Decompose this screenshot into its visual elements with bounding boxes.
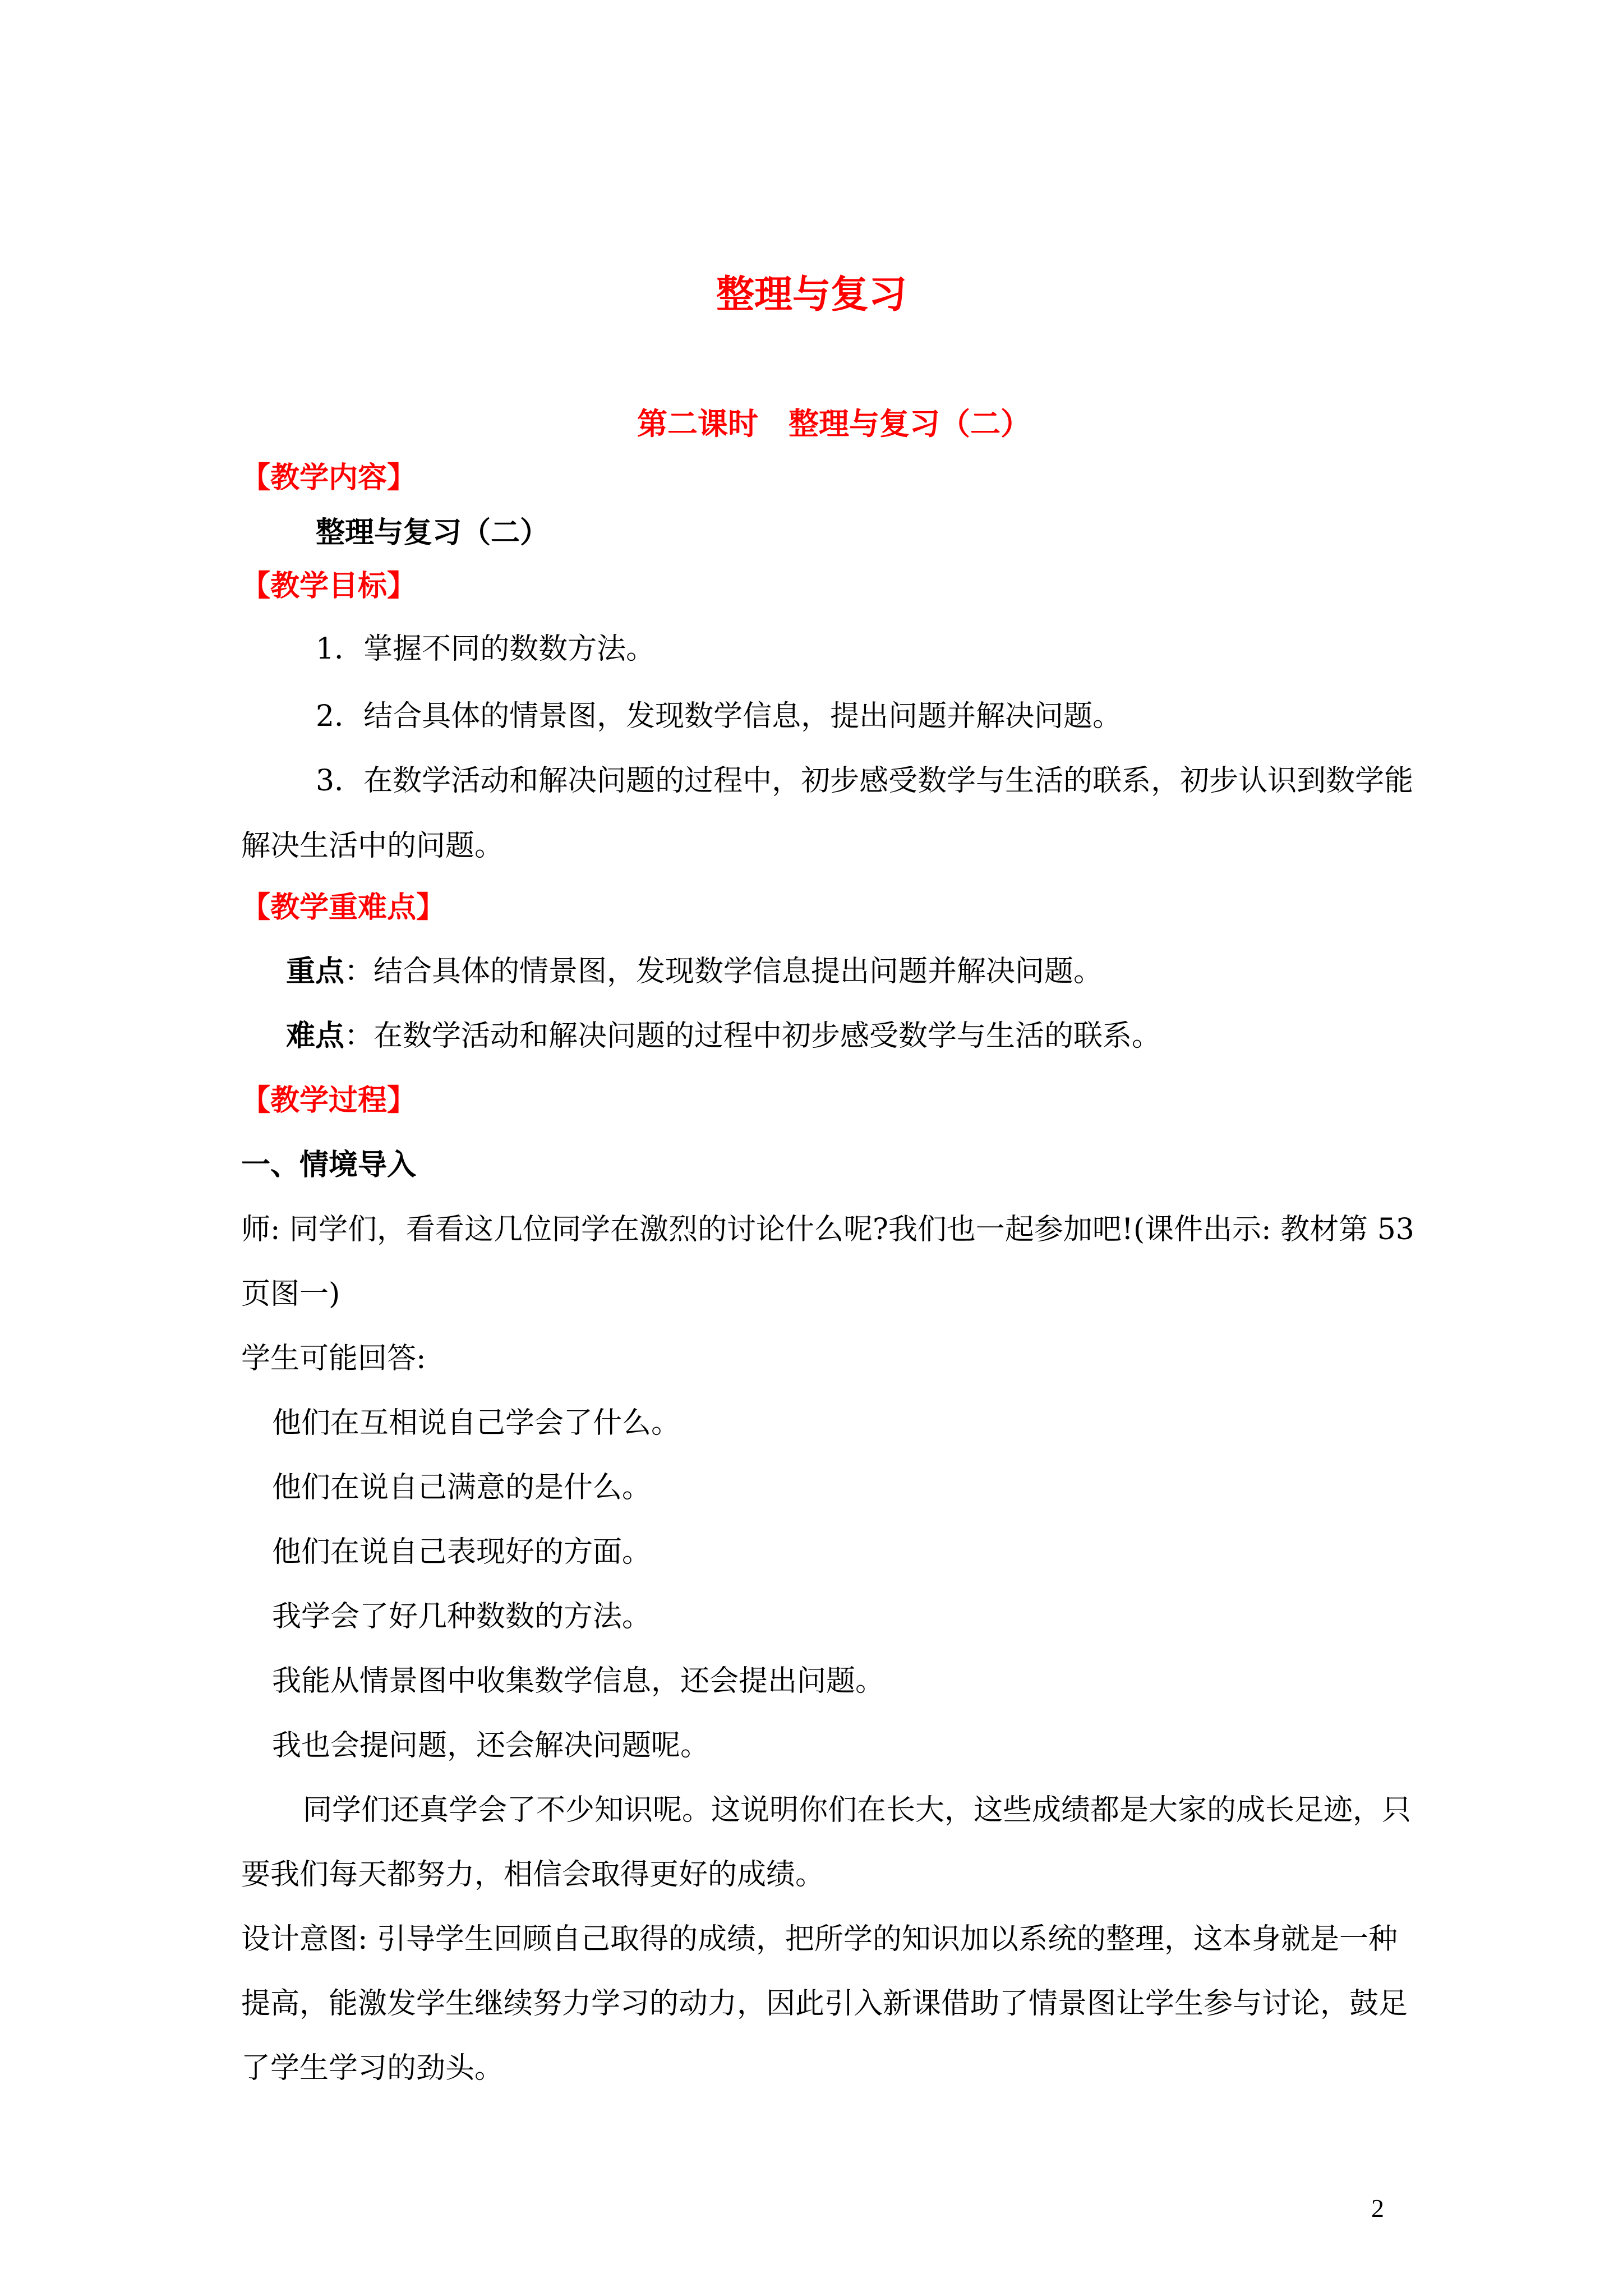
teacher-line-1: 师: 同学们，看看这几位同学在激烈的讨论什么呢?我们也一起参加吧!(课件出示: 教材第 53	[241, 1213, 1414, 1246]
document-title: 整理与复习	[716, 272, 907, 317]
design-intent-line-1: 设计意图: 引导学生回顾自己取得的成绩，把所学的知识加以系统的整理，这本身就是一种	[241, 1922, 1398, 1956]
answer-item: 我能从情景图中收集数学信息，还会提出问题。	[272, 1664, 885, 1698]
difficult-point-text: ：在数学活动和解决问题的过程中初步感受数学与生活的联系。	[344, 1019, 1161, 1053]
teacher-line-2: 页图一)	[241, 1277, 340, 1311]
answer-item: 我学会了好几种数数的方法。	[272, 1600, 652, 1634]
goal-item-3-line-2: 解决生活中的问题。	[241, 829, 504, 863]
content-text: 整理与复习（二）	[316, 516, 550, 550]
key-point-label: 重点	[286, 954, 345, 988]
goal-item-2: 2．结合具体的情景图，发现数学信息，提出问题并解决问题。	[316, 700, 1122, 733]
section-heading-process: 【教学过程】	[241, 1083, 417, 1117]
design-intent-line-2: 提高，能激发学生继续努力学习的动力，因此引入新课借助了情景图让学生参与讨论，鼓足	[241, 1987, 1408, 2021]
key-point-line	[286, 954, 1103, 990]
goal-item-3-line-1: 3．在数学活动和解决问题的过程中，初步感受数学与生活的联系，初步认识到数学能	[316, 764, 1414, 798]
answer-item: 他们在说自己表现好的方面。	[272, 1535, 652, 1569]
section-heading-key-points: 【教学重难点】	[241, 890, 446, 924]
answer-item: 我也会提问题，还会解决问题呢。	[272, 1729, 710, 1763]
page-number: 2	[1371, 2194, 1384, 2223]
section-heading-content: 【教学内容】	[241, 461, 417, 495]
part-heading-intro: 一、情境导入	[241, 1148, 417, 1182]
key-point-text: ：结合具体的情景图，发现数学信息提出问题并解决问题。	[344, 955, 1103, 988]
design-intent-line-3: 了学生学习的劲头。	[241, 2051, 504, 2085]
summary-line-2: 要我们每天都努力，相信会取得更好的成绩。	[241, 1858, 825, 1892]
answer-item: 他们在说自己满意的是什么。	[272, 1471, 652, 1504]
lesson-subtitle: 第二课时 整理与复习（二）	[637, 406, 1031, 441]
difficult-point-label: 难点	[286, 1019, 345, 1053]
answer-item: 他们在互相说自己学会了什么。	[272, 1406, 681, 1440]
difficult-point-line	[286, 1018, 1161, 1054]
student-answers-intro: 学生可能回答:	[241, 1342, 426, 1375]
summary-line-1: 同学们还真学会了不少知识呢。这说明你们在长大，这些成绩都是大家的成长足迹，只	[303, 1793, 1412, 1827]
section-heading-goals: 【教学目标】	[241, 569, 417, 603]
goal-item-1: 1．掌握不同的数数方法。	[316, 632, 656, 666]
